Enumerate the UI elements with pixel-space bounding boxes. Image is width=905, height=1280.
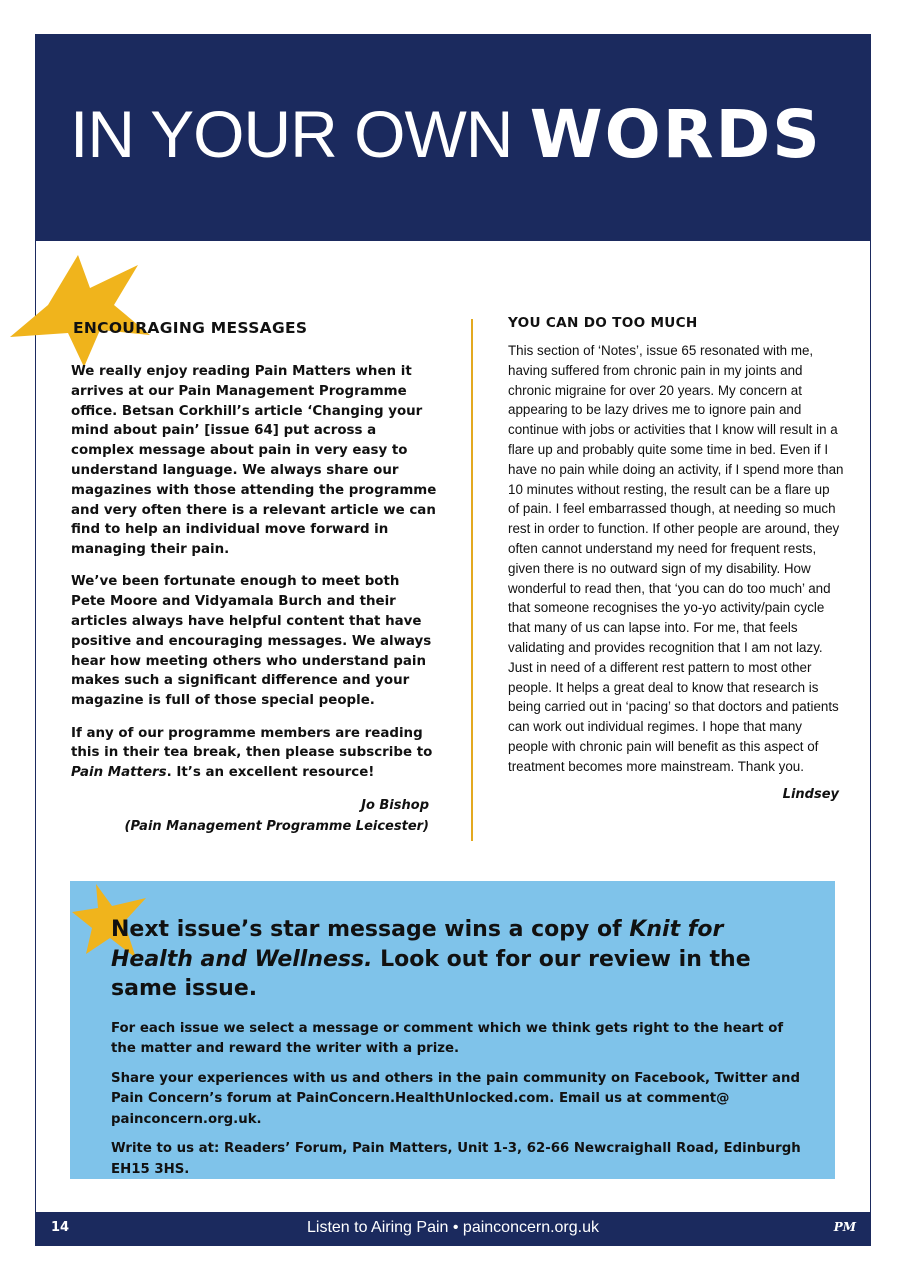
signature-organisation: (Pain Management Programme Leicester) (124, 819, 429, 835)
headline-text: Next issue’s star message wins a copy of (111, 917, 630, 942)
letter-signature (71, 795, 429, 837)
promo-paragraph: For each issue we select a message or comment which we think gets right to the heart of the matter and reward the writer with a prize. (111, 1020, 784, 1056)
signature-name: Jo Bishop (361, 798, 429, 814)
letter-signature: Lindsey (782, 786, 839, 802)
letter-heading: ENCOURAGING MESSAGES (73, 319, 308, 337)
letter-encouraging-messages (71, 319, 437, 837)
page-title (70, 96, 822, 173)
letter-body: This section of ‘Notes’, issue 65 resonated with me, having suffered from chronic pain in my joints and chronic migraine for over 20 years. My concern at appearing to be lazy drives me to ignore pain and continue with jobs or activities that I know will result in a flare up and probably quite some time in bed. Even if I have no pain while doing an activity, if I spend more than 10 minutes without resting, the result can be a flare up of pain. I feel embarrassed though, at needing so much rest in order to function. If other people are around, they often cannot understand my need for frequent rests, given there is no outward sign of my disability. How wonderful to read then, that ‘you can do too much’ and that someone recognises the yo-yo activity/pain cycle that many of us can lapse into. For me, that feels validating and provides recognition that I am not lazy. Just in need of a different rest pattern to most other people. It helps a great deal to know that research is being carried out in ‘pacing’ so that doctors and patients can work out individual regimes. I hope that many people with chronic pain will benefit as this aspect of treatment becomes more mainstream. Thank you. (508, 343, 844, 774)
paragraph-text: . It’s an excellent resource! (166, 765, 375, 781)
magazine-title: Pain Matters (71, 765, 167, 781)
letter-paragraph: We’ve been fortunate enough to meet both Pete Moore and Vidyamala Burch and their articles always have helpful content that have positive and encouraging messages. We always hear how meeting others who understand pain makes such a significant difference and your magazine is full of those special people. (71, 574, 432, 709)
footer-bar (36, 1212, 870, 1245)
footer-text: Listen to Airing Pain • painconcern.org.uk (307, 1219, 599, 1236)
header-banner (36, 35, 870, 241)
pm-logo: PM (833, 1220, 856, 1234)
letter-heading: YOU CAN DO TOO MUCH (508, 315, 698, 331)
book-title: Knit for Health and Wellness. (111, 917, 724, 972)
letter-paragraph (71, 724, 437, 783)
headline-text: Look out for our review in the same issue. (111, 946, 751, 1001)
letter-paragraph: We really enjoy reading Pain Matters when it arrives at our Pain Management Programme office. Betsan Corkhill’s article ‘Changing your mind about pain’ [issue 64] put across a complex message about pain in very easy to understand language. We always share our magazines with those attending the programme and very often there is a relevant article we can find to help an individual move forward in managing their pain. (71, 364, 437, 558)
paragraph-text: If any of our programme members are reading this in their tea break, then please subscribe to (71, 725, 433, 761)
promo-paragraph: Write to us at: Readers’ Forum, Pain Matters, Unit 1-3, 62-66 Newcraighall Road, Edinburgh EH15 3HS. (111, 1141, 801, 1177)
column-divider (471, 319, 473, 841)
page-number: 14 (51, 1220, 70, 1235)
promo-paragraph: Share your experiences with us and others in the pain community on Facebook, Twitter and Pain Concern’s forum at PainConcern.HealthUnlocked.com. Email us at comment@ painconcern.org.uk. (111, 1070, 801, 1127)
star-message-headline (111, 915, 811, 1004)
page-title-bold: WORDS (529, 96, 822, 173)
star-message-box (70, 881, 835, 1179)
letter-you-can-do-too-much (508, 315, 844, 805)
page-title-light: IN YOUR OWN (70, 97, 530, 171)
